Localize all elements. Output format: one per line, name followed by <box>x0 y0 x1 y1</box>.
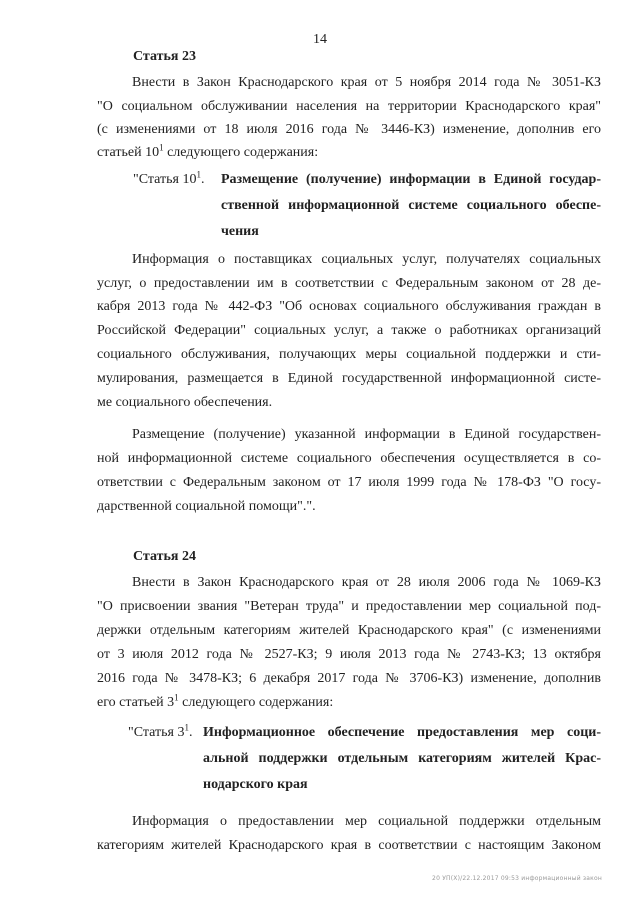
paragraph-line: мулирования, размещается в Единой государственной информационной систе- <box>97 371 601 386</box>
article-3-1-title-line: нодарского края <box>203 777 308 792</box>
label-text: "Статья 3 <box>128 725 185 740</box>
article-24-intro-line: "О присвоении звания "Ветеран труда" и предоставлении мер социальной под- <box>97 599 601 614</box>
article-10-1-title-line: чения <box>221 224 259 239</box>
paragraph-line: Информация о предоставлении мер социальной поддержки отдельным <box>132 814 601 829</box>
footer-stamp: 20 УП(Х)/22.12.2017 09:53 информационный закон <box>432 875 602 882</box>
article-3-1-title-line: Информационное обеспечение предоставления мер соци- <box>203 725 601 740</box>
intro-text: следующего содержания: <box>163 145 319 160</box>
article-23-intro-line: Внести в Закон Краснодарского края от 5 ноября 2014 года № 3051-КЗ <box>132 75 601 90</box>
superscript: 1 <box>184 722 189 733</box>
page-number: 14 <box>313 32 327 47</box>
superscript: 1 <box>196 169 201 180</box>
article-24-intro-line-last <box>97 693 601 713</box>
superscript: 1 <box>159 142 164 153</box>
article-24-intro-line: 2016 года № 3478-КЗ; 6 декабря 2017 года № 3706-КЗ) изменение, дополнив <box>97 671 601 686</box>
paragraph-line: кабря 2013 года № 442-ФЗ "Об основах социального обслуживания граждан в <box>97 299 601 314</box>
superscript: 1 <box>174 692 179 703</box>
paragraph-line: социального обслуживания, получающих меры социальной поддержки и сти- <box>97 347 601 362</box>
paragraph-line: ме социального обеспечения. <box>97 395 273 410</box>
intro-text: статьей 10 <box>97 145 160 160</box>
article-24-heading: Статья 24 <box>133 549 196 564</box>
article-24-intro-line: от 3 июля 2012 года № 2527-КЗ; 9 июля 2013 года № 2743-КЗ; 13 октября <box>97 647 601 662</box>
paragraph-line: дарственной социальной помощи".". <box>97 499 316 514</box>
article-10-1-title-line: ственной информационной системе социального обеспе- <box>221 198 601 213</box>
article-24-intro-line: держки отдельным категориям жителей Краснодарского края" (с изменениями <box>97 623 601 638</box>
paragraph-line: ответствии с Федеральным законом от 17 июля 1999 года № 178-ФЗ "О госу- <box>97 475 601 490</box>
article-10-1-title-line: Размещение (получение) информации в Единой государ- <box>221 172 601 187</box>
article-23-heading: Статья 23 <box>133 49 196 64</box>
paragraph-line: Размещение (получение) указанной информации в Единой государствен- <box>132 427 601 442</box>
label-text: . <box>200 172 205 187</box>
article-24-intro-line: Внести в Закон Краснодарского края от 28 июля 2006 года № 1069-КЗ <box>132 575 601 590</box>
paragraph-line: категориям жителей Краснодарского края в соответствии с настоящим Законом <box>97 838 601 853</box>
article-23-intro-line-last <box>97 143 601 163</box>
label-text: . <box>188 725 193 740</box>
paragraph-line: Российской Федерации" социальных услуг, а также о работниках организаций <box>97 323 601 338</box>
paragraph-line: услуг, о предоставлении им в соответствии с Федеральным законом от 28 де- <box>97 276 601 291</box>
article-23-intro-line: "О социальном обслуживании населения на территории Краснодарского края" <box>97 99 601 114</box>
paragraph-line: ной информационной системе социального обеспечения осуществляется в со- <box>97 451 601 466</box>
label-text: "Статья 10 <box>133 172 197 187</box>
article-10-1-label <box>133 169 205 188</box>
article-3-1-title-line: альной поддержки отдельным категориям жителей Крас- <box>203 751 601 766</box>
article-23-intro-line: (с изменениями от 18 июля 2016 года № 3446-КЗ) изменение, дополнив его <box>97 122 601 137</box>
intro-text: следующего содержания: <box>178 695 334 710</box>
intro-text: его статьей 3 <box>97 695 175 710</box>
paragraph-line: Информация о поставщиках социальных услуг, получателях социальных <box>132 252 601 267</box>
article-3-1-label <box>128 722 193 741</box>
